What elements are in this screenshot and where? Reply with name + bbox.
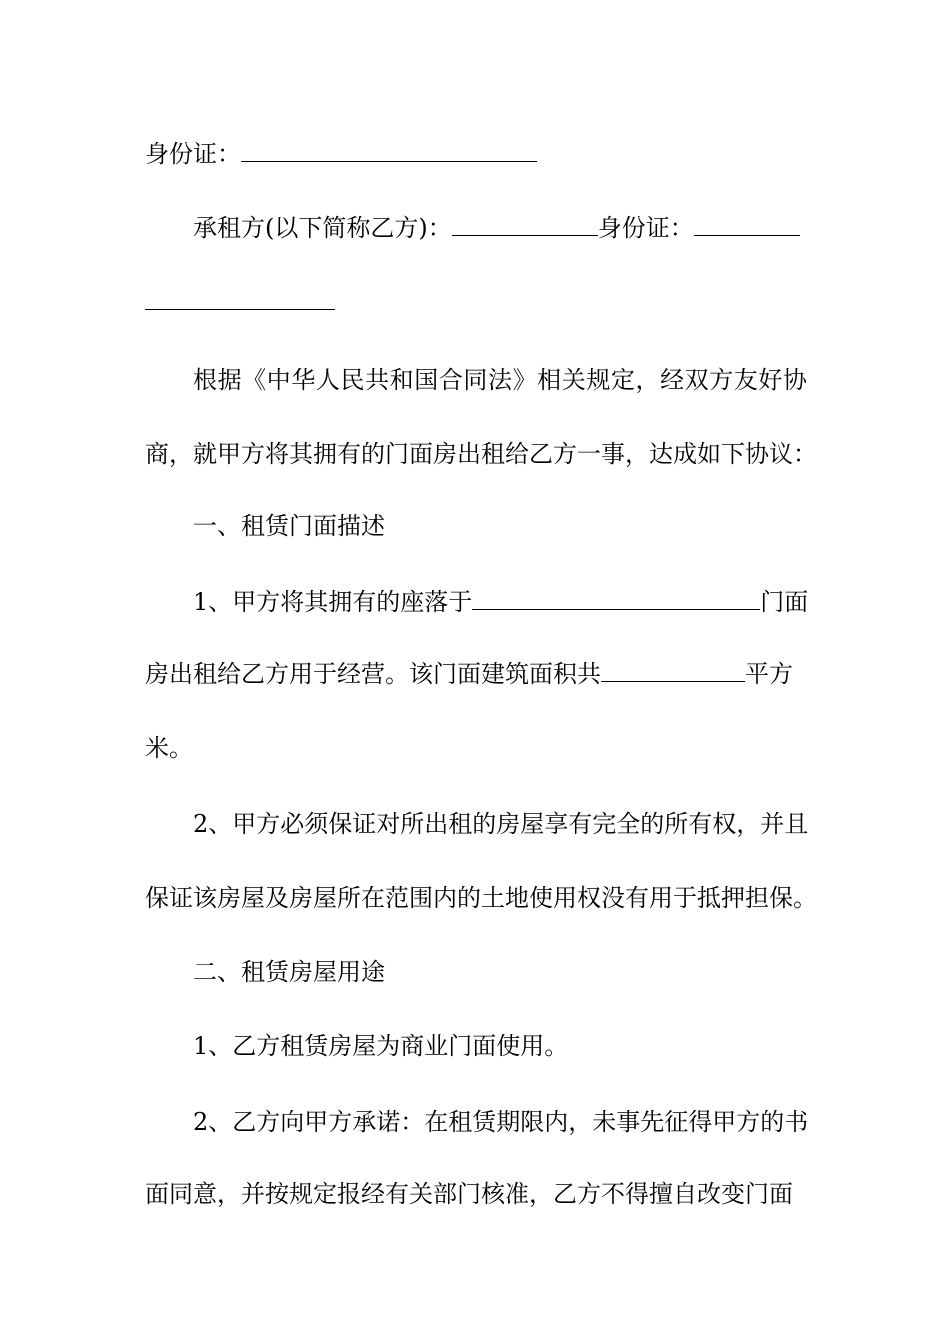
clause-2-1-line: 1、乙方租赁房屋为商业门面使用。 xyxy=(193,1032,569,1060)
clause-1-1-line-2 xyxy=(145,656,807,692)
lessor-id-blank[interactable] xyxy=(241,139,537,162)
clause-1-2-line-2: 保证该房屋及房屋所在范围内的土地使用权没有用于抵押担保。 xyxy=(145,884,817,912)
lessee-id-blank[interactable] xyxy=(694,213,800,236)
lessee-line xyxy=(145,210,807,246)
lessee-id-label: 身份证： xyxy=(597,214,694,242)
area-blank[interactable] xyxy=(601,659,745,682)
lessor-id-line xyxy=(145,136,807,172)
lessee-label: 承租方(以下简称乙方)： xyxy=(193,214,452,242)
clause-1-1-line-3: 米。 xyxy=(145,734,193,762)
clause-1-1-text-b: 门面 xyxy=(760,588,809,616)
section-2-heading: 二、租赁房屋用途 xyxy=(193,958,385,986)
clause-1-1-line-1 xyxy=(145,584,807,620)
clause-1-1-text-a: 1、甲方将其拥有的座落于 xyxy=(193,588,473,616)
clause-2-2-line-1: 2、乙方向甲方承诺：在租赁期限内，未事先征得甲方的书 xyxy=(193,1108,809,1136)
section-1-heading: 一、租赁门面描述 xyxy=(193,512,385,540)
clause-1-2-line-1: 2、甲方必须保证对所出租的房屋享有完全的所有权，并且 xyxy=(193,810,809,838)
clause-2-2-line-2: 面同意，并按规定报经有关部门核准，乙方不得擅自改变门面 xyxy=(145,1180,793,1208)
clause-1-1-text-d: 平方 xyxy=(745,660,793,688)
clause-1-1-text-c: 房出租给乙方用于经营。该门面建筑面积共 xyxy=(145,660,601,688)
preamble-line-1: 根据《中华人民共和国合同法》相关规定，经双方友好协 xyxy=(193,366,807,394)
location-blank[interactable] xyxy=(472,587,760,610)
preamble-line-2: 商，就甲方将其拥有的门面房出租给乙方一事，达成如下协议： xyxy=(145,440,817,468)
lessee-name-blank[interactable] xyxy=(452,213,598,236)
lessee-id-continuation-blank[interactable] xyxy=(145,287,335,310)
lessee-id-continuation-line xyxy=(145,284,807,320)
lessor-id-label: 身份证： xyxy=(145,140,241,168)
